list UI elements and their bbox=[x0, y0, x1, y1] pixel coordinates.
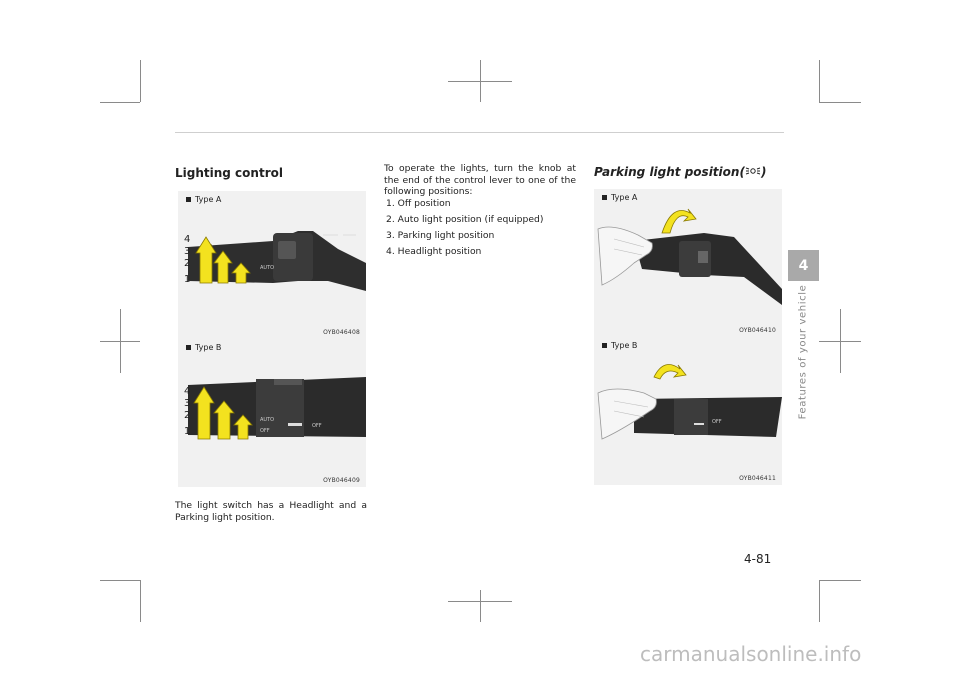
position-label-4: 4 bbox=[184, 386, 191, 397]
lighting-lever-illustration bbox=[178, 191, 366, 339]
chapter-tab: 4 bbox=[788, 250, 819, 281]
position-label-3: 3 bbox=[184, 246, 191, 257]
position-label-3: 3 bbox=[184, 398, 191, 409]
parking-lever-illustration bbox=[594, 189, 782, 337]
parking-light-icon bbox=[745, 165, 761, 179]
chapter-title-vertical: Features of your vehicle bbox=[797, 284, 809, 420]
list-item: 2. Auto light position (if equipped) bbox=[386, 214, 544, 225]
position-list bbox=[386, 196, 543, 260]
watermark: carmanualsonline.info bbox=[640, 642, 862, 666]
figure-type-a-parking bbox=[594, 189, 782, 337]
figure-type-label: Type A bbox=[602, 193, 637, 202]
position-label-1: 1 bbox=[184, 426, 191, 437]
light-switch-paragraph: The light switch has a Headlight and a Parking light position. bbox=[175, 500, 367, 523]
figure-type-b-lever bbox=[178, 339, 366, 487]
svg-text:OFF: OFF bbox=[260, 428, 270, 434]
figure-type-label: Type B bbox=[602, 341, 637, 350]
operate-lights-intro: To operate the lights, turn the knob at the end of the control lever to one of the following positions: bbox=[384, 163, 576, 197]
position-label-2: 2 bbox=[184, 258, 191, 269]
parking-lever-illustration bbox=[594, 337, 782, 485]
lighting-lever-illustration bbox=[178, 339, 366, 487]
section-title-lighting-control: Lighting control bbox=[175, 166, 283, 180]
position-label-1: 1 bbox=[184, 274, 191, 285]
figure-type-label: Type A bbox=[186, 195, 221, 204]
svg-text:OFF: OFF bbox=[312, 423, 322, 429]
figure-type-b-parking bbox=[594, 337, 782, 485]
position-label-2: 2 bbox=[184, 410, 191, 421]
svg-text:OFF: OFF bbox=[712, 419, 722, 425]
list-item: 3. Parking light position bbox=[386, 230, 495, 241]
figure-code: OYB046410 bbox=[739, 327, 776, 334]
section-title-parking-light: Parking light position( ) bbox=[594, 165, 767, 179]
page-number: 4-81 bbox=[744, 552, 772, 566]
figure-type-label: Type B bbox=[186, 343, 221, 352]
position-label-4: 4 bbox=[184, 234, 191, 245]
figure-code: OYB046408 bbox=[323, 329, 360, 336]
figure-type-a-lever bbox=[178, 191, 366, 339]
list-item: 4. Headlight position bbox=[386, 246, 482, 257]
svg-text:AUTO: AUTO bbox=[260, 265, 275, 271]
list-item: 1. Off position bbox=[386, 198, 451, 209]
figure-code: OYB046411 bbox=[739, 475, 776, 482]
figure-code: OYB046409 bbox=[323, 477, 360, 484]
header-rule bbox=[175, 132, 784, 133]
svg-text:AUTO: AUTO bbox=[260, 417, 275, 423]
